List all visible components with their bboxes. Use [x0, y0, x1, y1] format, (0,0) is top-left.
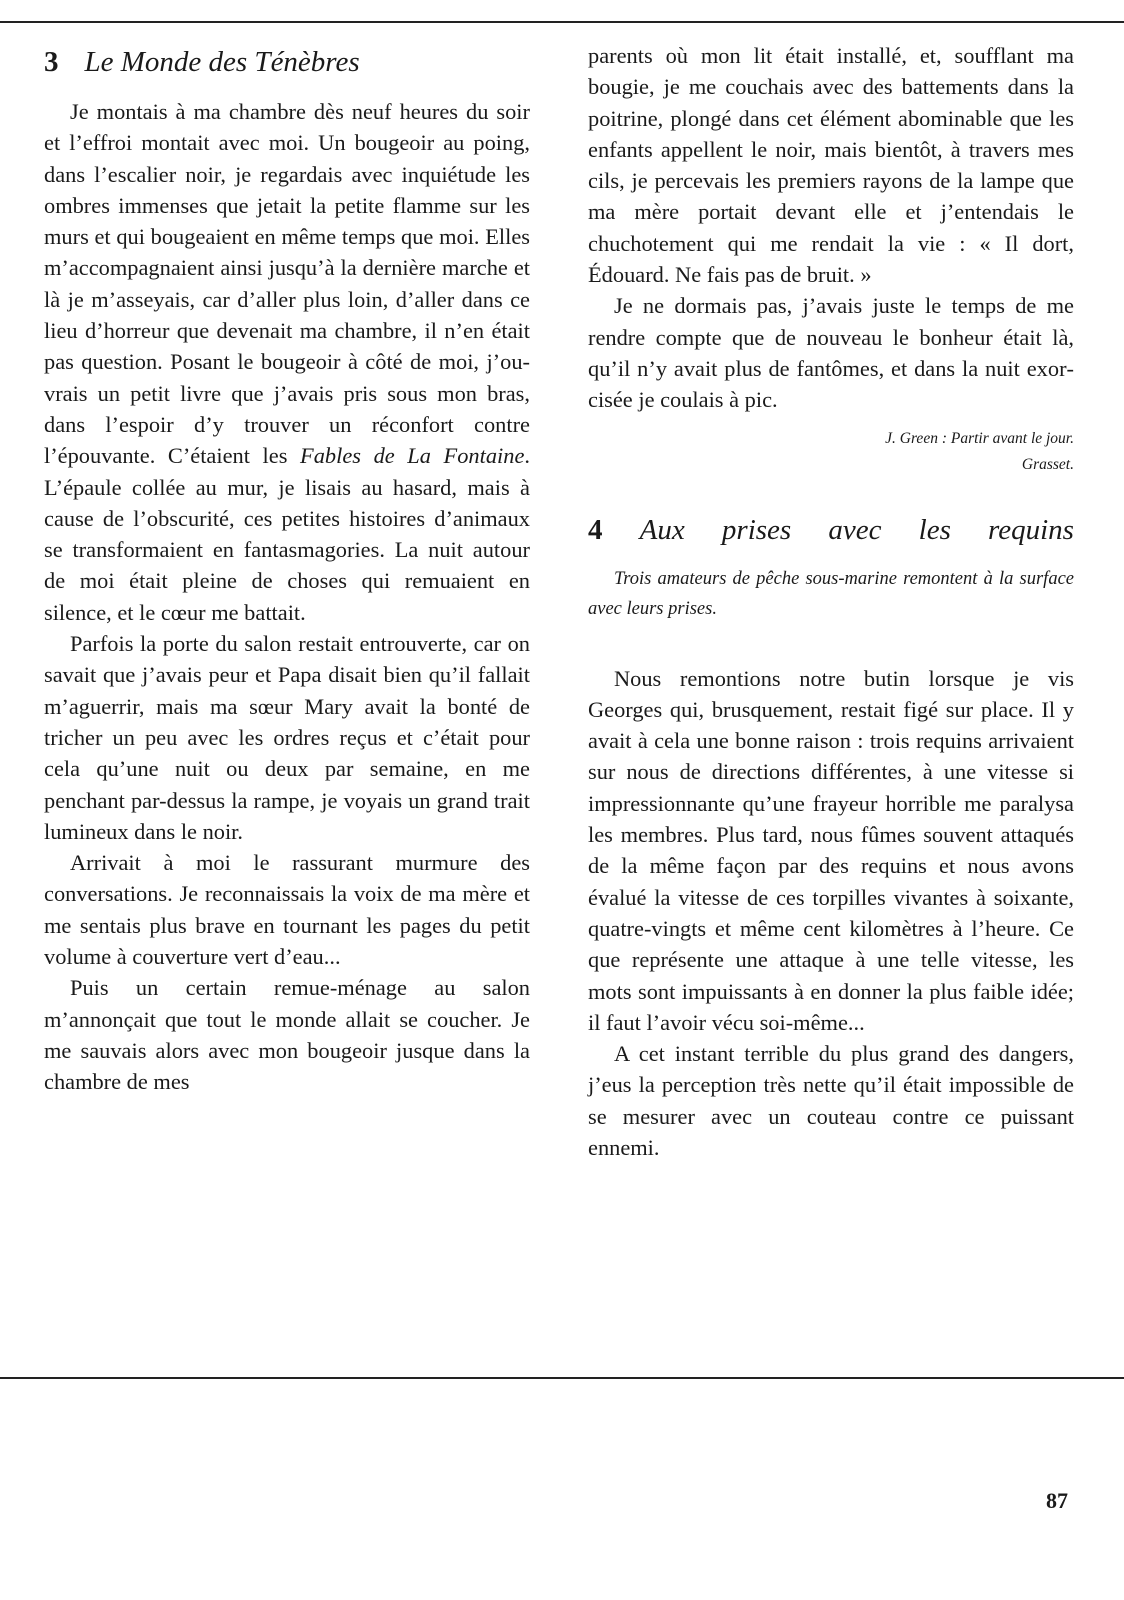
bottom-rule	[0, 1377, 1124, 1379]
section-4-title-word-5: requins	[988, 513, 1074, 546]
section-3-paragraph-3: Arrivait à moi le rassurant murmure des conversations. Je reconnaissais la voix de ma mère et me sentais plus brave en tournant les pages du petit volume à couverture vert d’eau...	[44, 850, 530, 970]
top-rule	[0, 21, 1124, 23]
section-4-title-word-2: prises	[721, 513, 792, 546]
paragraph-1-start: Je montais à ma chambre dès neuf heures du soir et l’effroi montait avec moi. Un bougeoir au poing, dans l’escalier noir, je regardais avec inquiétude les ombres immenses que jetait la petite flamme sur les murs et qui bougeaient en même temps que moi. Elles m’accompagnaient ainsi jusqu’à la dernière marche et là je m’asseyais, car d’aller plus loin, d’aller dans ce lieu d’horreur que devenait ma chambre, il n’en était pas question. Posant le bougeoir à côté de moi, j’ouvrais un petit livre que j’avais pris sous mon bras, dans l’espoir d’y trouver un réconfort contre l’épouvante. C’étaient les	[44, 99, 530, 469]
section-3-paragraph-4: Puis un certain remue-ménage au salon m’annonçait que tout le monde allait se coucher. Je me sauvais alors avec mon bougeoir jusque dans la chambre de mes	[44, 975, 530, 1095]
section-4-heading	[588, 506, 1074, 554]
right-column	[588, 40, 1074, 1163]
left-column	[44, 38, 530, 1098]
section-4-number: 4	[588, 513, 603, 546]
fables-title: Fables de La Fontaine	[300, 443, 525, 469]
section-4-title-word-3: avec	[828, 513, 882, 546]
source-citation	[588, 426, 1074, 478]
source-publisher: Grasset.	[1021, 455, 1074, 473]
section-4-title-word-1: Aux	[639, 513, 685, 546]
page-number: 87	[1046, 1488, 1068, 1513]
section-3-number: 3	[44, 46, 59, 78]
section-3-continuation: parents où mon lit était installé, et, soufflant ma bougie, je me couchais avec des battements dans la poitrine, plongé dans cet élément abominable que les enfants appellent le noir, mais bientôt, à travers mes cils, je percevais les premiers rayons de la lampe que ma mère portait devant elle et j’entendais le chuchotement qui me rendait la vie : « Il dort, Édouard. Ne fais pas de bruit. »	[588, 43, 1074, 288]
section-4-paragraph-2: A cet instant terrible du plus grand des dangers, j’eus la perception très nette qu’il était impossible de se mesurer avec un couteau contre ce puissant ennemi.	[588, 1041, 1074, 1161]
paragraph-1-end: . L’épaule collée au mur, je lisais au hasard, mais à cause de l’obscurité, ces petites histoires d’animaux se transformaient en fantasmagories. La nuit autour de moi était pleine de choses qui remuaient en silence, et le cœur me battait.	[44, 443, 531, 625]
section-3-paragraph-5: Je ne dormais pas, j’avais juste le temps de me rendre compte que de nouveau le bonheur était là, qu’il n’y avait plus de fantômes, et dans la nuit exorcisée je coulais à pic.	[588, 293, 1074, 413]
section-4-paragraph-1: Nous remontions notre butin lorsque je vis Georges qui, brusquement, restait figé sur place. Il y avait à cela une bonne raison : trois requins arrivaient sur nous de directions différentes, à une vitesse si impressionnante qu’une frayeur horrible me paralysa les membres. Plus tard, nous fûmes souvent attaqués de la même façon par des requins et nous avons évalué la vitesse de ces torpilles vivantes à soixante, quatre-vingts et même cent kilomètres à l’heure. Ce que représente une attaque à une telle vitesse, les mots sont impuissants à en donner la plus faible idée; il faut l’avoir vécu soi-même...	[588, 665, 1074, 1035]
section-3-heading	[44, 38, 530, 86]
section-3-paragraph-2: Parfois la porte du salon restait entrouverte, car on savait que j’avais peur et Papa disait bien qu’il fallait m’aguerrir, mais ma sœur Mary avait la bonté de tricher un peu avec les ordres reçus et c’était pour cela qu’une nuit ou deux par semaine, en me penchant par-dessus la rampe, je voyais un grand trait lumineux dans le noir.	[44, 631, 530, 844]
source-author-title: J. Green : Partir avant le jour.	[885, 429, 1074, 447]
section-3-paragraph-1	[44, 96, 530, 628]
section-3-title: Le Monde des Ténèbres	[84, 46, 360, 78]
section-4-title-word-4: les	[918, 513, 951, 546]
section-4-intro: Trois amateurs de pêche sous-marine remontent à la surface avec leurs prises.	[588, 568, 1074, 619]
